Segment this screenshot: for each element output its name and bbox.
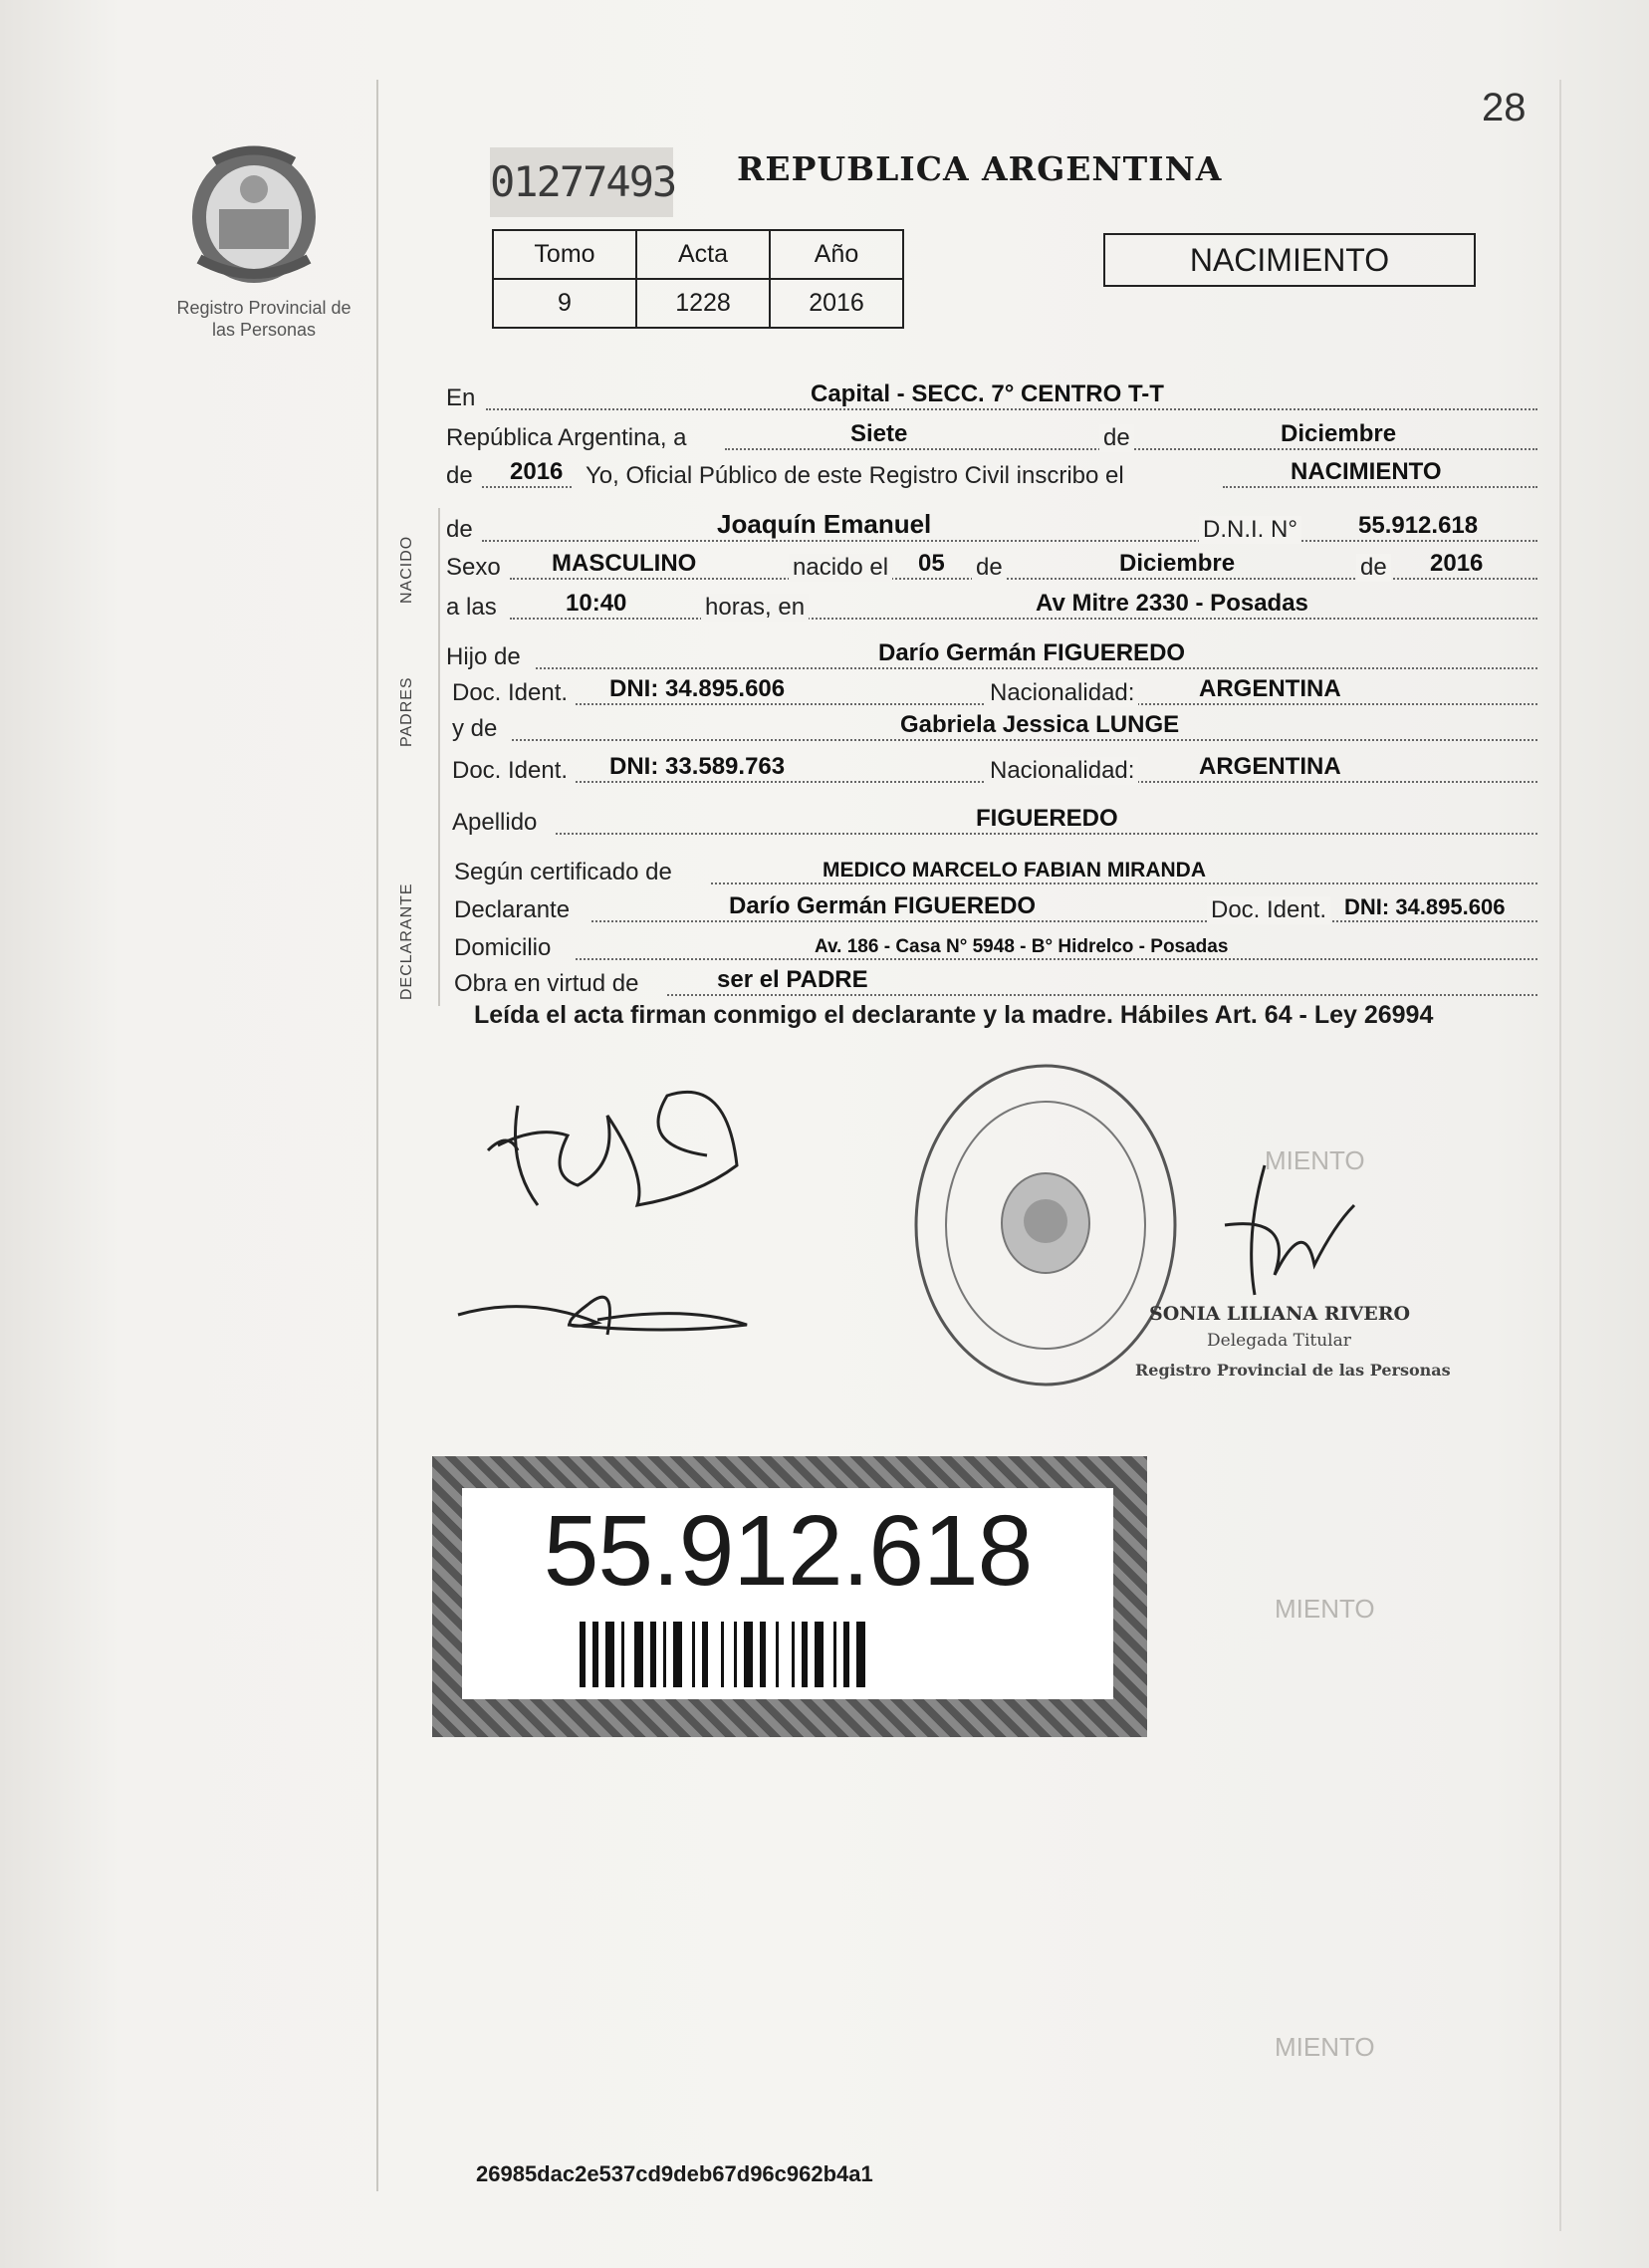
officer-signature	[1205, 1155, 1364, 1305]
de-label: de	[1099, 424, 1134, 452]
nac-de-label: de	[972, 554, 1007, 582]
record-type-box: NACIMIENTO	[1103, 233, 1476, 287]
mes-value: Diciembre	[1281, 420, 1397, 447]
lugar-nacimiento-value: Av Mitre 2330 - Posadas	[1036, 590, 1308, 617]
right-edge-rule	[1559, 80, 1561, 2231]
footer-hash: 26985dac2e537cd9deb67d96c962b4a1	[476, 2161, 873, 2186]
field-line-certificado	[446, 853, 1537, 888]
barcode-bar	[605, 1622, 614, 1687]
field-line-apellido	[446, 803, 1537, 839]
seal-icon	[906, 1056, 1185, 1394]
madre-nac-label: Nacionalidad:	[986, 757, 1138, 785]
ghost-mark: MIENTO	[1275, 1594, 1375, 1624]
barcode-icon	[580, 1622, 998, 1687]
de3-label: de	[446, 516, 473, 543]
nac-dia-value: 05	[918, 550, 945, 577]
section-label-padres: PADRES	[398, 676, 415, 747]
serial-number: 01277493	[490, 147, 673, 217]
field-line-hora	[446, 588, 1537, 624]
barcode-bar	[843, 1622, 849, 1687]
madre-doc-label: Doc. Ident.	[452, 757, 569, 784]
page-number: 28	[1482, 86, 1527, 129]
sexo-label: Sexo	[446, 554, 501, 581]
barcode-bar	[592, 1622, 598, 1687]
padre-doc-value: DNI: 34.895.606	[609, 675, 786, 702]
mother-signature	[448, 1275, 767, 1355]
value-anio: 2016	[770, 279, 903, 328]
barcode-bar	[634, 1622, 643, 1687]
anio-value: 2016	[510, 458, 564, 485]
lugar-inscripcion-value: Capital - SECC. 7° CENTRO T-T	[811, 380, 1164, 407]
field-line-madre	[446, 709, 1537, 745]
barcode-bar	[650, 1622, 656, 1687]
barcode-bar	[734, 1622, 737, 1687]
nombre-value: Joaquín Emanuel	[717, 509, 932, 539]
y-de-label: y de	[452, 715, 498, 742]
oficial-text: Yo, Oficial Público de este Registro Civil inscribo el	[586, 462, 1124, 489]
barcode-bar	[815, 1622, 824, 1687]
province-crest-logo	[179, 139, 329, 289]
acto-value: NACIMIENTO	[1291, 458, 1442, 485]
declarante-label: Declarante	[454, 896, 571, 923]
padre-value: Darío Germán FIGUEREDO	[878, 639, 1186, 666]
barcode	[580, 1622, 998, 1687]
barcode-bar	[702, 1622, 708, 1687]
barcode-bar	[760, 1622, 766, 1687]
section-label-nacido: NACIDO	[398, 535, 415, 604]
document-title: REPUBLICA ARGENTINA	[737, 149, 1223, 188]
dni-value: 55.912.618	[1358, 512, 1479, 539]
field-line-acto	[446, 456, 1537, 492]
sticker-dni-number: 55.912.618	[543, 1495, 1033, 1607]
header-acta: Acta	[636, 230, 770, 279]
barcode-bar	[802, 1622, 808, 1687]
dia-value: Siete	[850, 420, 908, 447]
nac-anio-value: 2016	[1430, 550, 1484, 577]
barcode-bar	[856, 1622, 865, 1687]
signature-icon	[478, 1056, 757, 1215]
madre-value: Gabriela Jessica LUNGE	[900, 711, 1180, 738]
certificado-value: MEDICO MARCELO FABIAN MIRANDA	[823, 859, 1206, 882]
barcode-bar	[776, 1622, 779, 1687]
de2-label: de	[446, 462, 473, 489]
field-line-domicilio	[446, 928, 1537, 964]
declarante-value: Darío Germán FIGUEREDO	[729, 892, 1037, 919]
header-anio: Año	[770, 230, 903, 279]
registry-caption: Registro Provincial de las Personas	[176, 298, 352, 340]
header-tomo: Tomo	[493, 230, 636, 279]
madre-doc-value: DNI: 33.589.763	[609, 753, 786, 780]
declarante-doc-label: Doc. Ident.	[1207, 896, 1330, 924]
barcode-bar	[580, 1622, 586, 1687]
nac-de2-label: de	[1356, 554, 1391, 582]
apellido-label: Apellido	[452, 809, 538, 836]
dni-sticker-label	[462, 1488, 1113, 1699]
barcode-bar	[833, 1622, 836, 1687]
barcode-bar	[744, 1622, 753, 1687]
barcode-bar	[621, 1622, 624, 1687]
sexo-value: MASCULINO	[552, 550, 697, 577]
republica-label: República Argentina, a	[446, 424, 687, 451]
horas-label: horas, en	[701, 594, 809, 622]
nac-mes-value: Diciembre	[1119, 550, 1236, 577]
barcode-bar	[692, 1622, 695, 1687]
field-line-hijo	[446, 637, 1537, 673]
obra-value: ser el PADRE	[717, 966, 868, 993]
field-line-obra	[446, 964, 1537, 1000]
obra-label: Obra en virtud de	[454, 970, 639, 997]
value-acta: 1228	[636, 279, 770, 328]
field-line-sexo	[446, 548, 1537, 584]
a-las-label: a las	[446, 594, 497, 621]
inner-rule	[438, 508, 440, 1006]
dni-sticker	[432, 1456, 1147, 1737]
en-label: En	[446, 384, 476, 411]
barcode-bar	[792, 1622, 795, 1687]
officer-registry: Registro Provincial de las Personas	[1135, 1361, 1451, 1380]
officer-name: SONIA LILIANA RIVERO	[1149, 1303, 1411, 1325]
ghost-mark: MIENTO	[1275, 2032, 1375, 2062]
barcode-bar	[721, 1622, 724, 1687]
field-line-declarante	[446, 890, 1537, 926]
nacido-label: nacido el	[789, 554, 892, 582]
crest-icon	[179, 139, 329, 289]
domicilio-value: Av. 186 - Casa N° 5948 - B° Hidrelco - Posadas	[815, 936, 1229, 957]
hora-value: 10:40	[566, 590, 627, 617]
hijo-label: Hijo de	[446, 643, 521, 670]
padre-nac-label: Nacionalidad:	[986, 679, 1138, 707]
margin-rule	[376, 80, 378, 2191]
domicilio-label: Domicilio	[454, 934, 552, 961]
signature-icon	[1205, 1155, 1364, 1305]
barcode-bar	[673, 1622, 682, 1687]
record-table	[492, 229, 904, 329]
barcode-bar	[663, 1622, 666, 1687]
section-label-declarante: DECLARANTE	[398, 882, 415, 1000]
closing-statement: Leída el acta firman conmigo el declarante y la madre. Hábiles Art. 64 - Ley 26994	[474, 1001, 1434, 1029]
ghost-mark: MIENTO	[1265, 1145, 1365, 1175]
official-seal	[906, 1056, 1185, 1394]
madre-nac-value: ARGENTINA	[1199, 753, 1341, 780]
declarant-signature	[478, 1056, 757, 1215]
officer-role: Delegada Titular	[1207, 1331, 1351, 1351]
declarante-doc-value: DNI: 34.895.606	[1344, 894, 1506, 919]
field-line-fecha	[446, 418, 1537, 454]
field-line-en	[446, 378, 1537, 414]
padre-doc-label: Doc. Ident.	[452, 679, 569, 706]
field-line-madre-doc	[446, 751, 1537, 787]
signature-icon	[448, 1275, 767, 1355]
field-line-padre-doc	[446, 673, 1537, 709]
apellido-value: FIGUEREDO	[976, 805, 1118, 832]
field-line-nombre	[446, 510, 1537, 546]
dni-label: D.N.I. N°	[1199, 516, 1301, 544]
padre-nac-value: ARGENTINA	[1199, 675, 1341, 702]
value-tomo: 9	[493, 279, 636, 328]
certificado-label: Según certificado de	[454, 859, 672, 885]
